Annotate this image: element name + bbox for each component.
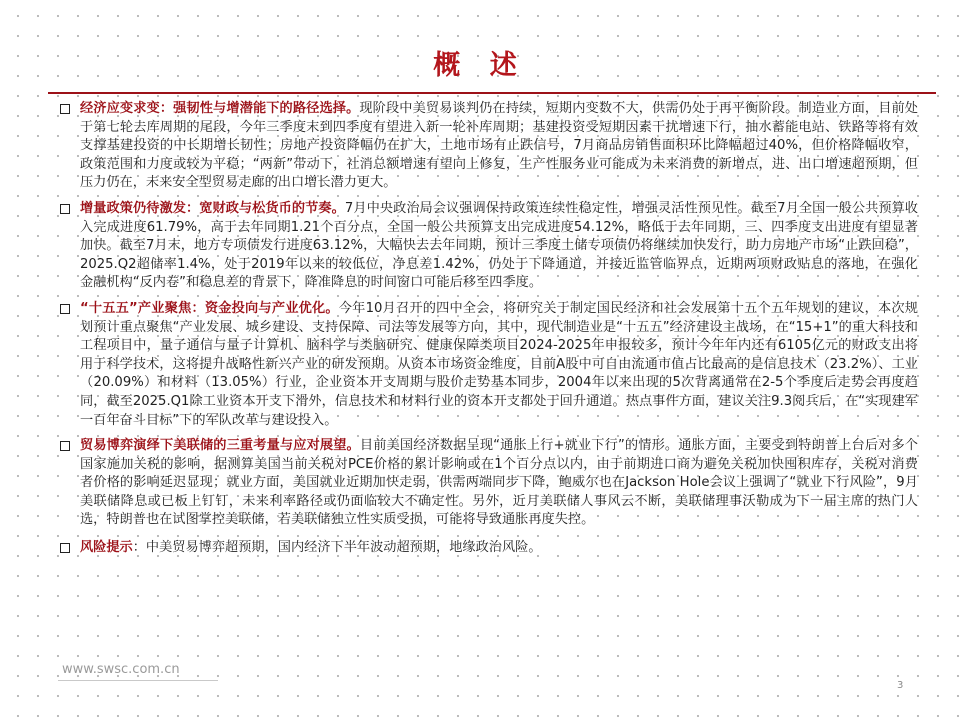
bullet-body: ：中美贸易博弈超预期，国内经济下半年波动超预期，地缘政治风险。 (132, 540, 542, 556)
square-bullet-icon (60, 304, 70, 314)
bullet-heading: 增量政策仍待激发：宽财政与松货币的节奏。 (80, 200, 345, 216)
bullet-body: 目前美国经济数据呈现“通胀上行+就业下行”的情形。通胀方面，主要受到特朗普上台后对多个国家施加关税的影响，据测算美国当前关税对PCE价格的累计影响或在1个百分点以内，由于前期进口商为避免关税加快囤积库存，关税对消费者价格的影响延迟显现；就业方面，美国就业近期加快走弱，供需两端同步下降，鲍威尔也在Jackson Hole会议上强调了“就业下行风险”，9月美联储降息或已板上钉钉，未来利率路径或仍面临较大不确定性。另外，近月美联储人事风云不断，美联储理事沃勒成为下一届主席的热门人选，特朗普也在试图掌控美联储，若美联储独立性实质受损，可能将导致通胀再度失控。 (80, 438, 918, 528)
bullet-heading: 风险提示 (80, 540, 133, 556)
bullet-heading: 贸易博弈演绎下美联储的三重考量与应对展望。 (80, 438, 360, 454)
bullet-policy (58, 200, 918, 293)
square-bullet-icon (60, 543, 70, 553)
bullet-risk (58, 539, 918, 558)
bullet-body: 现阶段中美贸易谈判仍在持续，短期内变数不大，供需仍处于再平衡阶段。制造业方面，目前处于第七轮去库周期的尾段，今年三季度末到四季度有望进入新一轮补库周期；基建投资受短期因素干扰增速下行，抽水蓄能电站、铁路等将有效支撑基建投资的中长期增长韧性；房地产投资降幅仍在扩大，土地市场有止跌信号，7月商品房销售面积环比降幅超过40%，但价格降幅收窄，政策范围和力度或较为平稳；“两新”带动下，社消总额增速有望向上修复，生产性服务业可能成为未来消费的新增点，进、出口增速超预期，但压力仍在，未来安全型贸易走廊的出口增长潜力更大。 (80, 101, 918, 191)
bullet-body: 7月中央政治局会议强调保持政策连续性稳定性，增强灵活性预见性。截至7月全国一般公共预算收入完成进度61.79%，高于去年同期1.21个百分点，全国一般公共预算支出完成进度54.12%，略低于去年同期，三、四季度支出进度有望显著加快。截至7月末，地方专项债发行进度63.12%，大幅快去去年同期，预计三季度土储专项债仍将继续加快发行，助力房地产市场“止跌回稳”，2025.Q2超储率1.4%，处于2019年以来的较低位，净息差1.42%，仍处于下降通道，并接近监管临界点，近期两项财政贴息的落地，在强化金融机构“反内卷”和稳息差的背景下，降准降息的时间窗口可能后移至四季度。 (80, 200, 918, 291)
bullet-fed (58, 437, 918, 530)
bullet-body: 今年10月召开的四中全会，将研究关于制定国民经济和社会发展第十五个五年规划的建议，本次规划预计重点聚焦“产业发展、城乡建设、支持保障、司法等发展等方向，其中，现代制造业是“十五五”经济建设主战场，在“15+1”的重大科技和工程项目中，量子通信与量子计算机、脑科学与类脑研究、健康保障类项目2024-2025年申报较多，预计今年年内还有6105亿元的财政支出将用于科学技术，这将提升战略性新兴产业的研发预期。从资本市场资金维度，目前A股中可自由流通市值占比最高的是信息技术（23.2%）、工业（20.09%）和材料（13.05%）行业，企业资本开支周期与股价走势基本同步，2004年以来出现的5次背离通常在2-5个季度后走势会再度趋同，截至2025.Q1除工业资本开支下滑外，信息技术和材料行业的资本开支都处于回升通道。热点事件方面，建议关注9.3阅兵后，在“实现建军一百年奋斗目标”下的军队改革与建设投入。 (80, 300, 918, 428)
title-divider (48, 92, 936, 94)
bullet-economy (58, 100, 918, 193)
bullet-heading: 经济应变求变：强韧性与增潜能下的路径选择。 (80, 101, 360, 116)
bullet-industry (58, 300, 918, 430)
page-number: 3 (897, 680, 904, 691)
footer-url[interactable]: www.swsc.com.cn (62, 662, 180, 677)
summary-content (58, 100, 918, 565)
square-bullet-icon (60, 441, 70, 451)
square-bullet-icon (60, 104, 70, 114)
footer-divider (58, 680, 218, 681)
square-bullet-icon (60, 204, 70, 214)
bullet-heading: “十五五”产业聚焦：资金投向与产业优化。 (80, 300, 339, 316)
page-title: 概 述 (433, 50, 527, 81)
